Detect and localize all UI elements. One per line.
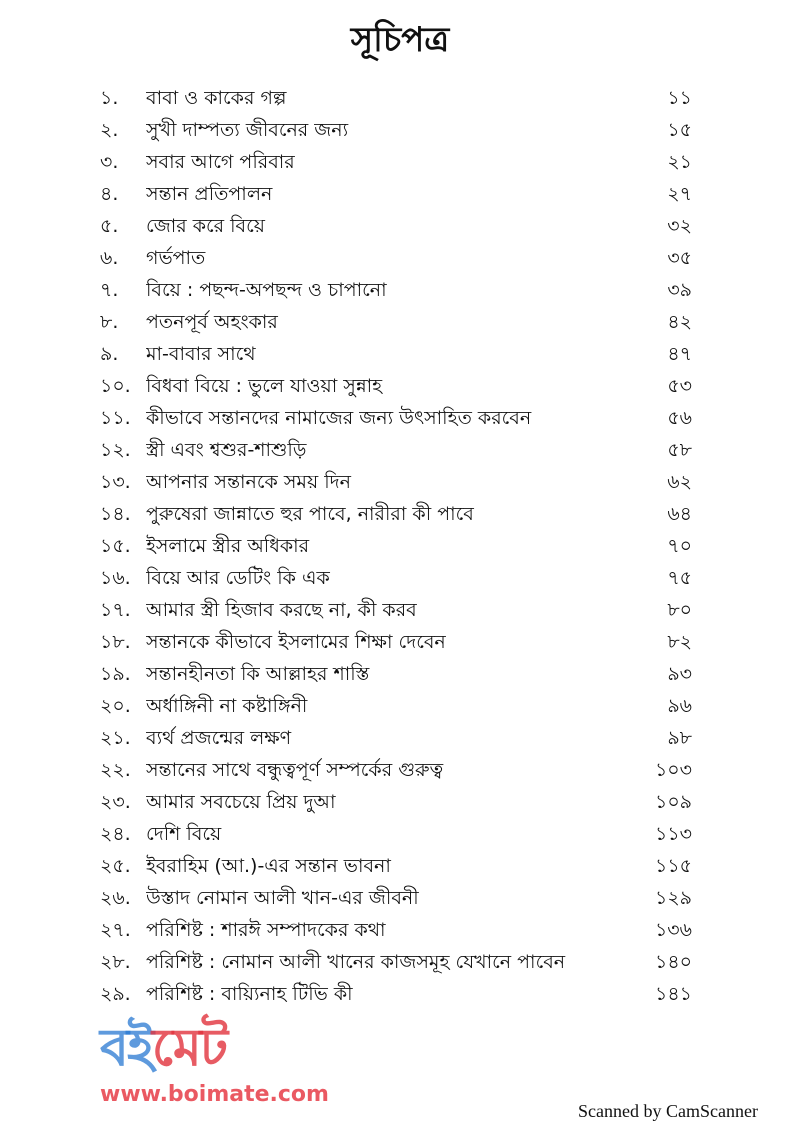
entry-title: ব্যর্থ প্রজন্মের লক্ষণ	[146, 727, 292, 749]
toc-entry	[100, 148, 692, 180]
toc-entry	[100, 308, 692, 340]
entry-title: সন্তানহীনতা কি আল্লাহর শাস্তি	[146, 663, 370, 685]
toc-entry	[100, 884, 692, 916]
entry-page: ৬২	[667, 471, 692, 493]
entry-title: পরিশিষ্ট : বায়্যিনাহ টিভি কী	[146, 983, 353, 1005]
toc-entry	[100, 980, 692, 1012]
entry-number: ১.	[100, 87, 119, 109]
entry-page: ৩৫	[667, 247, 692, 269]
entry-number: ২.	[100, 119, 119, 141]
entry-title: মা-বাবার সাথে	[146, 343, 256, 365]
toc-entry	[100, 404, 692, 436]
entry-page: ৭০	[667, 535, 692, 557]
entry-number: ২১.	[100, 727, 131, 749]
entry-number: ৬.	[100, 247, 119, 269]
entry-title: আমার স্ত্রী হিজাব করছে না, কী করব	[146, 599, 417, 621]
entry-number: ২৪.	[100, 823, 131, 845]
watermark-url: www.boimate.com	[100, 1082, 329, 1107]
entry-page: ৯৩	[667, 663, 692, 685]
entry-number: ১৮.	[100, 631, 131, 653]
entry-number: ১৭.	[100, 599, 131, 621]
entry-number: ১১.	[100, 407, 131, 429]
toc-entry	[100, 468, 692, 500]
toc-entry	[100, 244, 692, 276]
entry-number: ২৬.	[100, 887, 131, 909]
toc-entry	[100, 820, 692, 852]
entry-page: ১০৩	[654, 759, 692, 781]
entry-number: ৫.	[100, 215, 119, 237]
entry-page: ১০৯	[654, 791, 692, 813]
entry-page: ৭৫	[667, 567, 692, 589]
entry-title: সন্তানের সাথে বন্ধুত্বপূর্ণ সম্পর্কের গুরুত্ব	[146, 759, 444, 781]
toc-entry	[100, 500, 692, 532]
entry-title: জোর করে বিয়ে	[146, 215, 265, 237]
entry-page: ৫৩	[667, 375, 692, 397]
entry-title: সন্তানকে কীভাবে ইসলামের শিক্ষা দেবেন	[146, 631, 446, 653]
entry-number: ২০.	[100, 695, 131, 717]
entry-page: ১৪১	[655, 983, 692, 1005]
toc-entry	[100, 596, 692, 628]
entry-page: ১১	[667, 87, 692, 109]
entry-number: ৯.	[100, 343, 119, 365]
entry-number: ১৪.	[100, 503, 131, 525]
entry-title: পরিশিষ্ট : শারঈ সম্পাদকের কথা	[146, 919, 386, 941]
entry-page: ২৭	[667, 183, 692, 205]
entry-number: ২২.	[100, 759, 131, 781]
entry-number: ৩.	[100, 151, 119, 173]
entry-page: ১১৩	[654, 823, 692, 845]
toc-entry	[100, 948, 692, 980]
scanner-footer: Scanned by CamScanner	[578, 1101, 758, 1121]
entry-title: আমার সবচেয়ে প্রিয় দুআ	[146, 791, 336, 813]
entry-page: ৫৬	[667, 407, 692, 429]
toc-entry	[100, 660, 692, 692]
table-of-contents	[100, 84, 692, 1012]
toc-entry	[100, 372, 692, 404]
toc-entry	[100, 852, 692, 884]
entry-page: ৩৯	[667, 279, 692, 301]
entry-page: ১৫	[667, 119, 692, 141]
entry-number: ৮.	[100, 311, 119, 333]
entry-number: ১২.	[100, 439, 131, 461]
entry-page: ৮০	[667, 599, 692, 621]
toc-entry	[100, 116, 692, 148]
page-title: সূচিপত্র	[350, 20, 450, 60]
entry-page: ১৩৬	[654, 919, 692, 941]
entry-page: ৪২	[667, 311, 692, 333]
entry-title: সবার আগে পরিবার	[146, 151, 295, 173]
toc-entry	[100, 756, 692, 788]
entry-number: ২৯.	[100, 983, 131, 1005]
toc-entry	[100, 724, 692, 756]
toc-entry	[100, 788, 692, 820]
entry-page: ১২৯	[654, 887, 692, 909]
toc-entry	[100, 436, 692, 468]
watermark-logo	[100, 1018, 226, 1078]
entry-number: ১৯.	[100, 663, 131, 685]
entry-number: ১০.	[100, 375, 131, 397]
entry-number: ২৭.	[100, 919, 131, 941]
entry-number: ১৫.	[100, 535, 131, 557]
toc-entry	[100, 628, 692, 660]
entry-title: সুখী দাম্পত্য জীবনের জন্য	[146, 119, 349, 141]
entry-title: ইবরাহিম (আ.)-এর সন্তান ভাবনা	[146, 855, 391, 877]
toc-entry	[100, 212, 692, 244]
entry-number: ২৩.	[100, 791, 131, 813]
watermark-logo-part: বই	[100, 1018, 152, 1078]
entry-page: ৯৬	[667, 695, 692, 717]
entry-number: ৪.	[100, 183, 119, 205]
entry-number: ১৩.	[100, 471, 131, 493]
toc-entry	[100, 276, 692, 308]
entry-title: বাবা ও কাকের গল্প	[146, 87, 287, 109]
entry-number: ২৮.	[100, 951, 131, 973]
entry-title: কীভাবে সন্তানদের নামাজের জন্য উৎসাহিত করবেন	[146, 407, 532, 429]
entry-title: পরিশিষ্ট : নোমান আলী খানের কাজসমূহ যেখানে পাবেন	[146, 951, 566, 973]
entry-page: ১৪০	[654, 951, 692, 973]
toc-entry	[100, 916, 692, 948]
entry-title: আপনার সন্তানকে সময় দিন	[146, 471, 351, 493]
entry-page: ৯৮	[667, 727, 692, 749]
entry-title: অর্ধাঙ্গিনী না কষ্টাঙ্গিনী	[146, 695, 308, 717]
toc-entry	[100, 84, 692, 116]
entry-number: ২৫.	[100, 855, 131, 877]
toc-entry	[100, 564, 692, 596]
entry-page: ৬৪	[667, 503, 692, 525]
entry-title: বিয়ে আর ডেটিং কি এক	[146, 567, 330, 589]
entry-page: ২১	[667, 151, 692, 173]
toc-entry	[100, 180, 692, 212]
entry-page: ৪৭	[667, 343, 692, 365]
entry-page: ৮২	[667, 631, 692, 653]
toc-entry	[100, 340, 692, 372]
entry-title: বিধবা বিয়ে : ভুলে যাওয়া সুন্নাহ	[146, 375, 383, 397]
entry-title: স্ত্রী এবং শ্বশুর-শাশুড়ি	[146, 439, 307, 461]
entry-title: পতনপূর্ব অহংকার	[146, 311, 278, 333]
entry-title: উস্তাদ নোমান আলী খান-এর জীবনী	[146, 887, 419, 909]
entry-page: ১১৫	[655, 855, 692, 877]
entry-page: ৫৮	[667, 439, 692, 461]
entry-title: দেশি বিয়ে	[146, 823, 222, 845]
entry-page: ৩২	[667, 215, 692, 237]
entry-number: ১৬.	[100, 567, 131, 589]
toc-entry	[100, 692, 692, 724]
entry-number: ৭.	[100, 279, 119, 301]
entry-title: গর্ভপাত	[146, 247, 206, 269]
entry-title: বিয়ে : পছন্দ-অপছন্দ ও চাপানো	[146, 279, 387, 301]
entry-title: ইসলামে স্ত্রীর অধিকার	[146, 535, 310, 557]
entry-title: সন্তান প্রতিপালন	[146, 183, 273, 205]
entry-title: পুরুষেরা জান্নাতে হুর পাবে, নারীরা কী পাবে	[146, 503, 474, 525]
toc-entry	[100, 532, 692, 564]
watermark-logo-part: মেট	[152, 1018, 227, 1078]
